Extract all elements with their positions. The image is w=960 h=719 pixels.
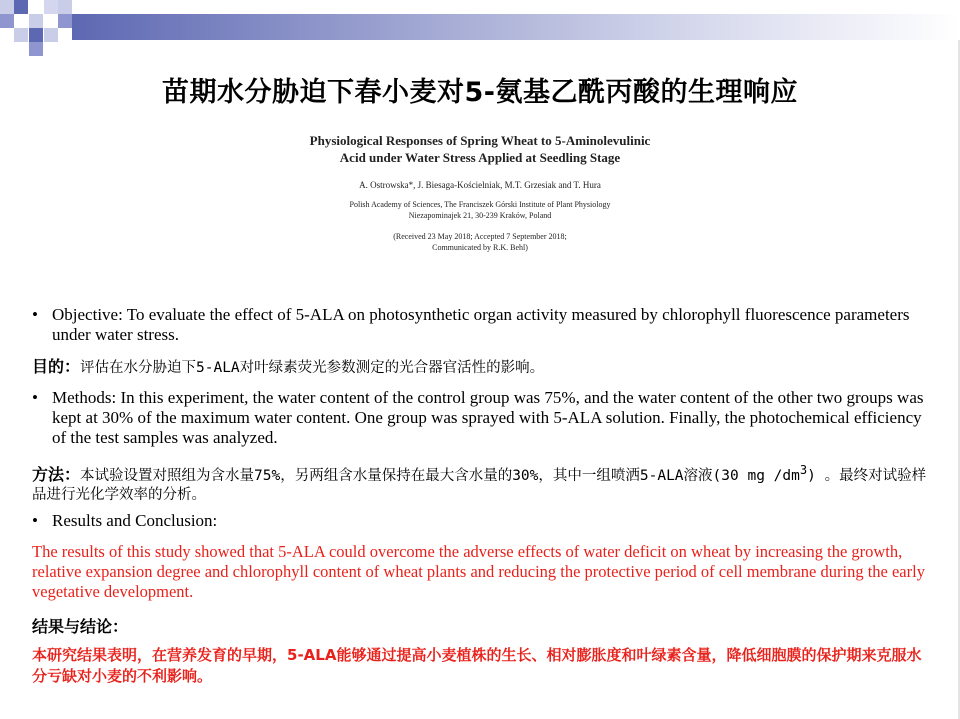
- paper-header: [240, 132, 720, 253]
- objective-section: [32, 305, 932, 345]
- results-heading: • Results and Conclusion:: [32, 511, 932, 531]
- methods-cn-label: 方法：: [32, 464, 81, 484]
- slide-title: 苗期水分胁迫下春小麦对5-氨基乙酰丙酸的生理响应: [162, 77, 798, 108]
- objective-cn: [32, 357, 932, 378]
- methods-cn: [32, 461, 932, 505]
- results-en-text: The results of this study showed that 5-ALA could overcome the adverse effects of water deficit on wheat by increasing the growth, relative expansion degree and chlorophyll content of wheat plants and reducing the protective period of cell membrane during the early vegetative development.: [32, 542, 925, 601]
- paper-affiliation: Polish Academy of Sciences, The Franciszek Górski Institute of Plant Physiology Niezapominajek 21, 30-239 Kraków, Poland: [349, 200, 611, 220]
- methods-en: • Methods: In this experiment, the water content of the control group was 75%, and the water content of the other two groups was kept at 30% of the maximum water content. One group was sprayed with 5-ALA solution. Finally, the photochemical efficiency of the test samples was analyzed.: [32, 388, 932, 448]
- objective-cn-text: 评估在水分胁迫下5-ALA对叶绿素荧光参数测定的光合器官活性的影响。: [80, 360, 545, 376]
- paper-title: Physiological Responses of Spring Wheat to 5-Aminolevulinic Acid under Water Stress Applied at Seedling Stage: [309, 133, 651, 165]
- results-cn-label: 结果与结论：: [32, 617, 129, 636]
- header-gradient-bar: [72, 14, 960, 40]
- results-cn-text: 本研究结果表明，在营养发育的早期，5-ALA能够通过提高小麦植株的生长、相对膨胀度和叶绿素含量，降低细胞膜的保护期来克服水分亏缺对小麦的不利影响。: [32, 646, 922, 685]
- paper-dates: (Received 23 May 2018; Accepted 7 September 2018; Communicated by R.K. Behl): [393, 232, 567, 252]
- methods-cn-text-2: ) 。最终对试验样品进行光化学效率的分析。: [32, 467, 927, 503]
- results-section: [32, 511, 932, 531]
- paper-authors: A. Ostrowska*, J. Biesaga-Kościelniak, M.T. Grzesiak and T. Hura: [359, 180, 601, 190]
- methods-section: [32, 388, 932, 448]
- methods-cn-sup: 3: [799, 463, 808, 477]
- objective-en: • Objective: To evaluate the effect of 5-ALA on photosynthetic organ activity measured by chlorophyll fluorescence parameters under water stress.: [32, 305, 932, 345]
- methods-cn-text-1: 本试验设置对照组为含水量75%，另两组含水量保持在最大含水量的30%，其中一组喷洒5-ALA溶液(30 mg /dm: [80, 467, 800, 484]
- objective-cn-label: 目的：: [32, 357, 81, 376]
